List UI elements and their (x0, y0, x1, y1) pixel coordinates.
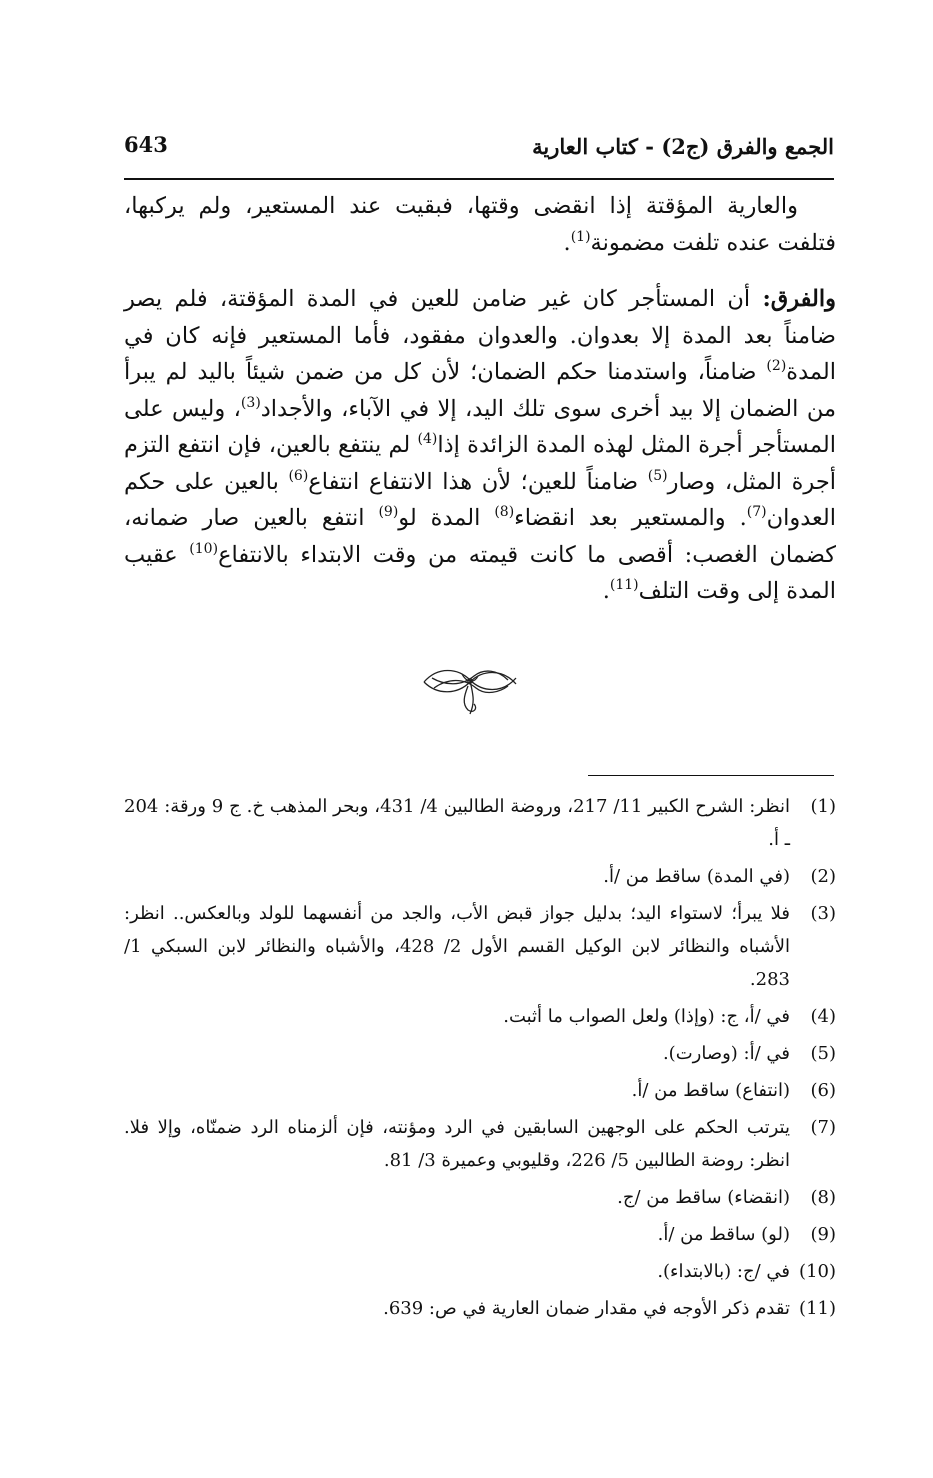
footnote-2 (124, 860, 836, 893)
text-segment: بالعين على حكم العدوان (124, 468, 837, 531)
footnote-text: يترتب الحكم على الوجهين السابقين في الرد ومؤنته، فإن ألزمناه الرد ضمنّاه، وإلا فلا. انظر: روضة الطالبين 5/ 226، وقليوبي وعميرة 3/ 81. (124, 1117, 790, 1171)
footnote-ref-7[interactable]: (7) (746, 504, 767, 520)
footnote-text: تقدم ذكر الأوجه في مقدار ضمان العارية في ص: 639. (383, 1298, 790, 1319)
footnote-number: (8) (810, 1187, 836, 1208)
footnote-ref-5[interactable]: (5) (647, 467, 668, 484)
floral-ornament-icon (418, 656, 522, 720)
footnote-number: (11) (799, 1298, 836, 1319)
footnote-8 (124, 1181, 836, 1214)
footnote-7 (124, 1111, 836, 1177)
paragraph-2-lead: والفرق: (762, 286, 836, 312)
footnote-number: (3) (810, 903, 836, 924)
footnote-10 (124, 1255, 836, 1288)
text-segment: ضامناً للعين؛ لأن هذا الانتفاع انتفاع (308, 468, 648, 495)
footnotes (124, 790, 836, 1329)
footnote-ref-6[interactable]: (6) (288, 467, 309, 484)
footnote-number: (5) (810, 1043, 836, 1064)
footnote-5 (124, 1037, 836, 1070)
text-segment: أن المستأجر كان غير ضامن للعين في المدة المؤقتة، فلم يصر ضامناً بعد المدة إلا بعدوان. والعدوان مفقود، فأما المستعير فإنه كان في المدة (124, 286, 836, 385)
footnote-text: انظر: الشرح الكبير 11/ 217، وروضة الطالبين 4/ 431، وبحر المذهب خ. ج 9 ورقة: 204 ـ أ. (124, 796, 790, 850)
footnote-text: (انقضاء) ساقط من /ج. (617, 1187, 790, 1208)
footnote-ref-11[interactable]: (11) (609, 577, 639, 593)
footnote-4 (124, 1000, 836, 1033)
running-header (124, 128, 834, 168)
footnote-number: (10) (799, 1261, 836, 1282)
header-rule (124, 178, 834, 180)
footnote-number: (7) (810, 1117, 836, 1138)
text-segment: المدة لو (398, 505, 495, 531)
footnote-text: (في المدة) ساقط من /أ. (603, 866, 790, 887)
footnote-number: (9) (810, 1224, 836, 1245)
page-number: 643 (124, 132, 168, 157)
footnote-ref-2[interactable]: (2) (766, 358, 787, 374)
footnote-11 (124, 1292, 836, 1325)
footnote-text: في /أ: (وصارت). (662, 1043, 790, 1064)
paragraph-2 (124, 281, 836, 610)
text-segment: عقيب المدة إلى وقت التلف (124, 541, 836, 604)
paragraph-2-end: . (602, 578, 610, 604)
footnote-ref-9[interactable]: (9) (378, 504, 399, 520)
footnote-1 (124, 790, 836, 856)
text-segment: ضامناً، واستدمنا حكم الضمان؛ لأن كل من ضمن شيئاً باليد لم يبرأ من الضمان إلا بيد أخرى سوى تلك اليد، إلا في الآباء، والأجداد (124, 359, 836, 422)
main-text (124, 188, 836, 610)
paragraph-1-end: . (563, 229, 571, 256)
text-segment: ، وليس على المستأجر أجرة المثل لهذه المدة الزائدة إذا (124, 395, 836, 458)
text-segment: . والمستعير بعد انقضاء (514, 505, 747, 531)
footnote-number: (2) (810, 866, 836, 887)
footnote-text: (لو) ساقط من /أ. (657, 1224, 790, 1245)
footnote-6 (124, 1074, 836, 1107)
paragraph-1 (124, 188, 836, 261)
footnote-ref-8[interactable]: (8) (494, 504, 515, 520)
footnote-text: فلا يبرأ؛ لاستواء اليد؛ بدليل جواز قبض الأب، والجد من أنفسهما للولد وبالعكس.. انظر: الأشباه والنظائر لابن الوكيل القسم الأول 2/ 428، والأشباه والنظائر لابن السبكي 1/ 283. (124, 903, 790, 990)
footnote-text: في /أ، ج: (وإذا) ولعل الصواب ما أثبت. (503, 1006, 790, 1027)
paragraph-1-text: والعارية المؤقتة إذا انقضى وقتها، فبقيت عند المستعير، ولم يركبها، فتلفت عنده تلفت مضمونة (124, 193, 836, 256)
text-segment: لم ينتفع بالعين، فإن انتفع التزم أجرة المثل، وصار (124, 432, 837, 495)
text-segment: انتفع بالعين صار ضمانه، كضمان الغصب: أقصى ما كانت قيمته من وقت الابتداء بالانتفاع (124, 505, 837, 568)
footnote-number: (6) (810, 1080, 836, 1101)
footnote-ref-1[interactable]: (1) (570, 228, 591, 245)
footnote-number: (1) (810, 796, 836, 817)
running-title: الجمع والفرق (ج2) - كتاب العارية (532, 134, 834, 159)
footnote-text: (انتفاع) ساقط من /أ. (631, 1080, 790, 1101)
footnote-9 (124, 1218, 836, 1251)
footnote-separator (588, 775, 834, 776)
footnote-ref-10[interactable]: (10) (189, 540, 219, 557)
footnote-number: (4) (810, 1006, 836, 1027)
footnote-ref-3[interactable]: (3) (240, 394, 261, 411)
footnote-3 (124, 897, 836, 996)
footnote-text: في /ج: (بالابتداء). (657, 1261, 790, 1282)
footnote-ref-4[interactable]: (4) (417, 431, 438, 447)
